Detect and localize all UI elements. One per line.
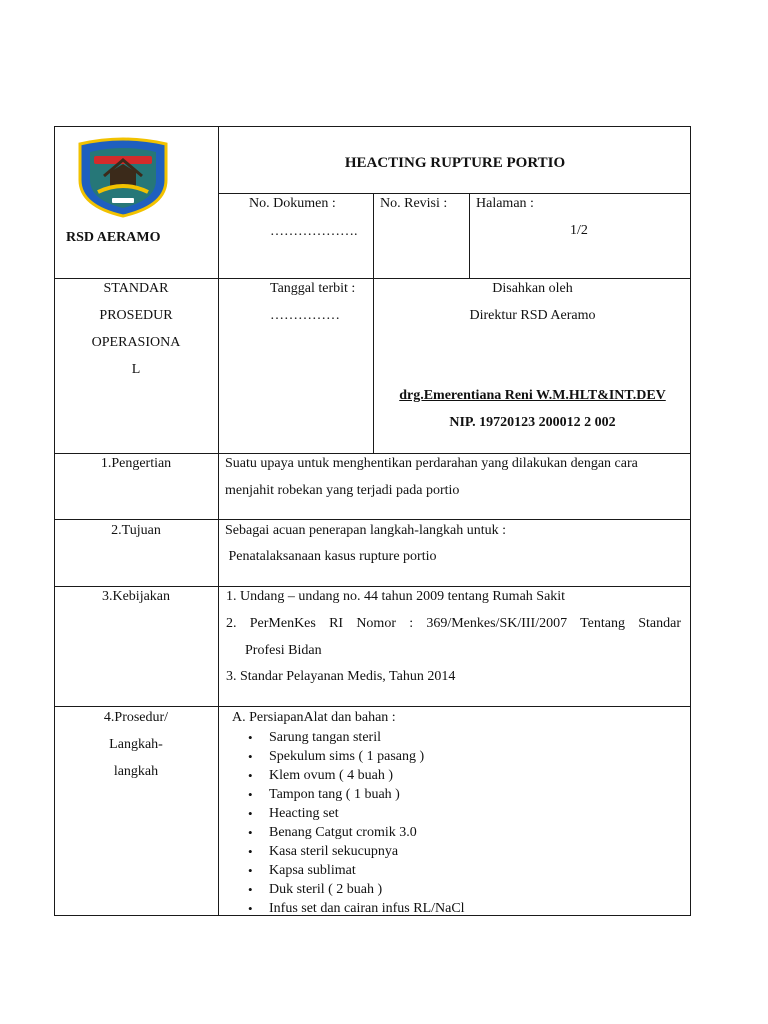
page-value: 1/2 <box>570 223 588 238</box>
tujuan-label: 2.Tujuan <box>111 523 161 538</box>
prosedur-label-line1: 4.Prosedur/ <box>103 710 169 725</box>
kebijakan-item-2-line1: 2. PerMenKes RI Nomor : 369/Menkes/SK/III/2007 Tentang Standar <box>226 616 681 631</box>
sop-label-line4: L <box>131 362 141 377</box>
list-item: • Tampon tang ( 1 buah ) <box>223 785 465 804</box>
row-divider-sop <box>54 453 691 454</box>
list-item: • Duk steril ( 2 buah ) <box>223 880 465 899</box>
document-title: HEACTING RUPTURE PORTIO <box>344 155 566 171</box>
doc-number-label: No. Dokumen : <box>249 196 336 211</box>
signer-name: drg.Emerentiana Reni W.M.HLT&INT.DEV <box>399 388 666 403</box>
hospital-logo <box>74 136 172 218</box>
prosedur-item-list <box>223 728 465 918</box>
list-item: • Benang Catgut cromik 3.0 <box>223 823 465 842</box>
pengertian-text-line2: menjahit robekan yang terjadi pada portio <box>225 483 460 498</box>
organization-name: RSD AERAMO <box>66 230 161 245</box>
list-item: • Klem ovum ( 4 buah ) <box>223 766 465 785</box>
revision-label: No. Revisi : <box>380 196 448 211</box>
page-label: Halaman : <box>476 196 534 211</box>
doc-number-value: ………………. <box>270 224 358 239</box>
list-item: • Infus set dan cairan infus RL/NaCl <box>223 899 465 918</box>
prosedur-subheading: A. PersiapanAlat dan bahan : <box>232 710 396 725</box>
row-divider-tujuan <box>54 586 691 587</box>
divider-revisi-halaman <box>469 193 470 278</box>
pengertian-label: 1.Pengertian <box>100 456 172 471</box>
approved-by: Direktur RSD Aeramo <box>469 308 596 323</box>
signer-nip: NIP. 19720123 200012 2 002 <box>449 415 616 430</box>
row-divider-pengertian <box>54 519 691 520</box>
date-label: Tanggal terbit : <box>270 281 356 296</box>
list-item: • Sarung tangan steril <box>223 728 465 747</box>
list-item: • Spekulum sims ( 1 pasang ) <box>223 747 465 766</box>
approved-label: Disahkan oleh <box>492 281 573 296</box>
row-divider-title <box>218 193 691 194</box>
prosedur-label-line2: Langkah- <box>109 737 163 752</box>
sop-label-line2: PROSEDUR <box>99 308 173 323</box>
tujuan-text-line1: Sebagai acuan penerapan langkah-langkah untuk : <box>225 523 507 538</box>
date-value: …………… <box>270 308 340 323</box>
kebijakan-item-2-line2: Profesi Bidan <box>245 643 322 658</box>
list-item: • Kapsa sublimat <box>223 861 465 880</box>
prosedur-label-line3: langkah <box>113 764 159 779</box>
sop-label-line3: OPERASIONA <box>91 335 181 350</box>
kebijakan-label: 3.Kebijakan <box>101 589 171 604</box>
kebijakan-item-3: 3. Standar Pelayanan Medis, Tahun 2014 <box>226 669 456 684</box>
tujuan-text-line2: Penatalaksanaan kasus rupture portio <box>225 549 437 564</box>
pengertian-text-line1: Suatu upaya untuk menghentikan perdarahan yang dilakukan dengan cara <box>225 456 638 471</box>
list-item: • Heacting set <box>223 804 465 823</box>
row-divider-kebijakan <box>54 706 691 707</box>
list-item: • Kasa steril sekucupnya <box>223 842 465 861</box>
kebijakan-item-1: 1. Undang – undang no. 44 tahun 2009 tentang Rumah Sakit <box>226 589 566 604</box>
column-divider <box>218 126 219 916</box>
sop-label-line1: STANDAR <box>103 281 169 296</box>
